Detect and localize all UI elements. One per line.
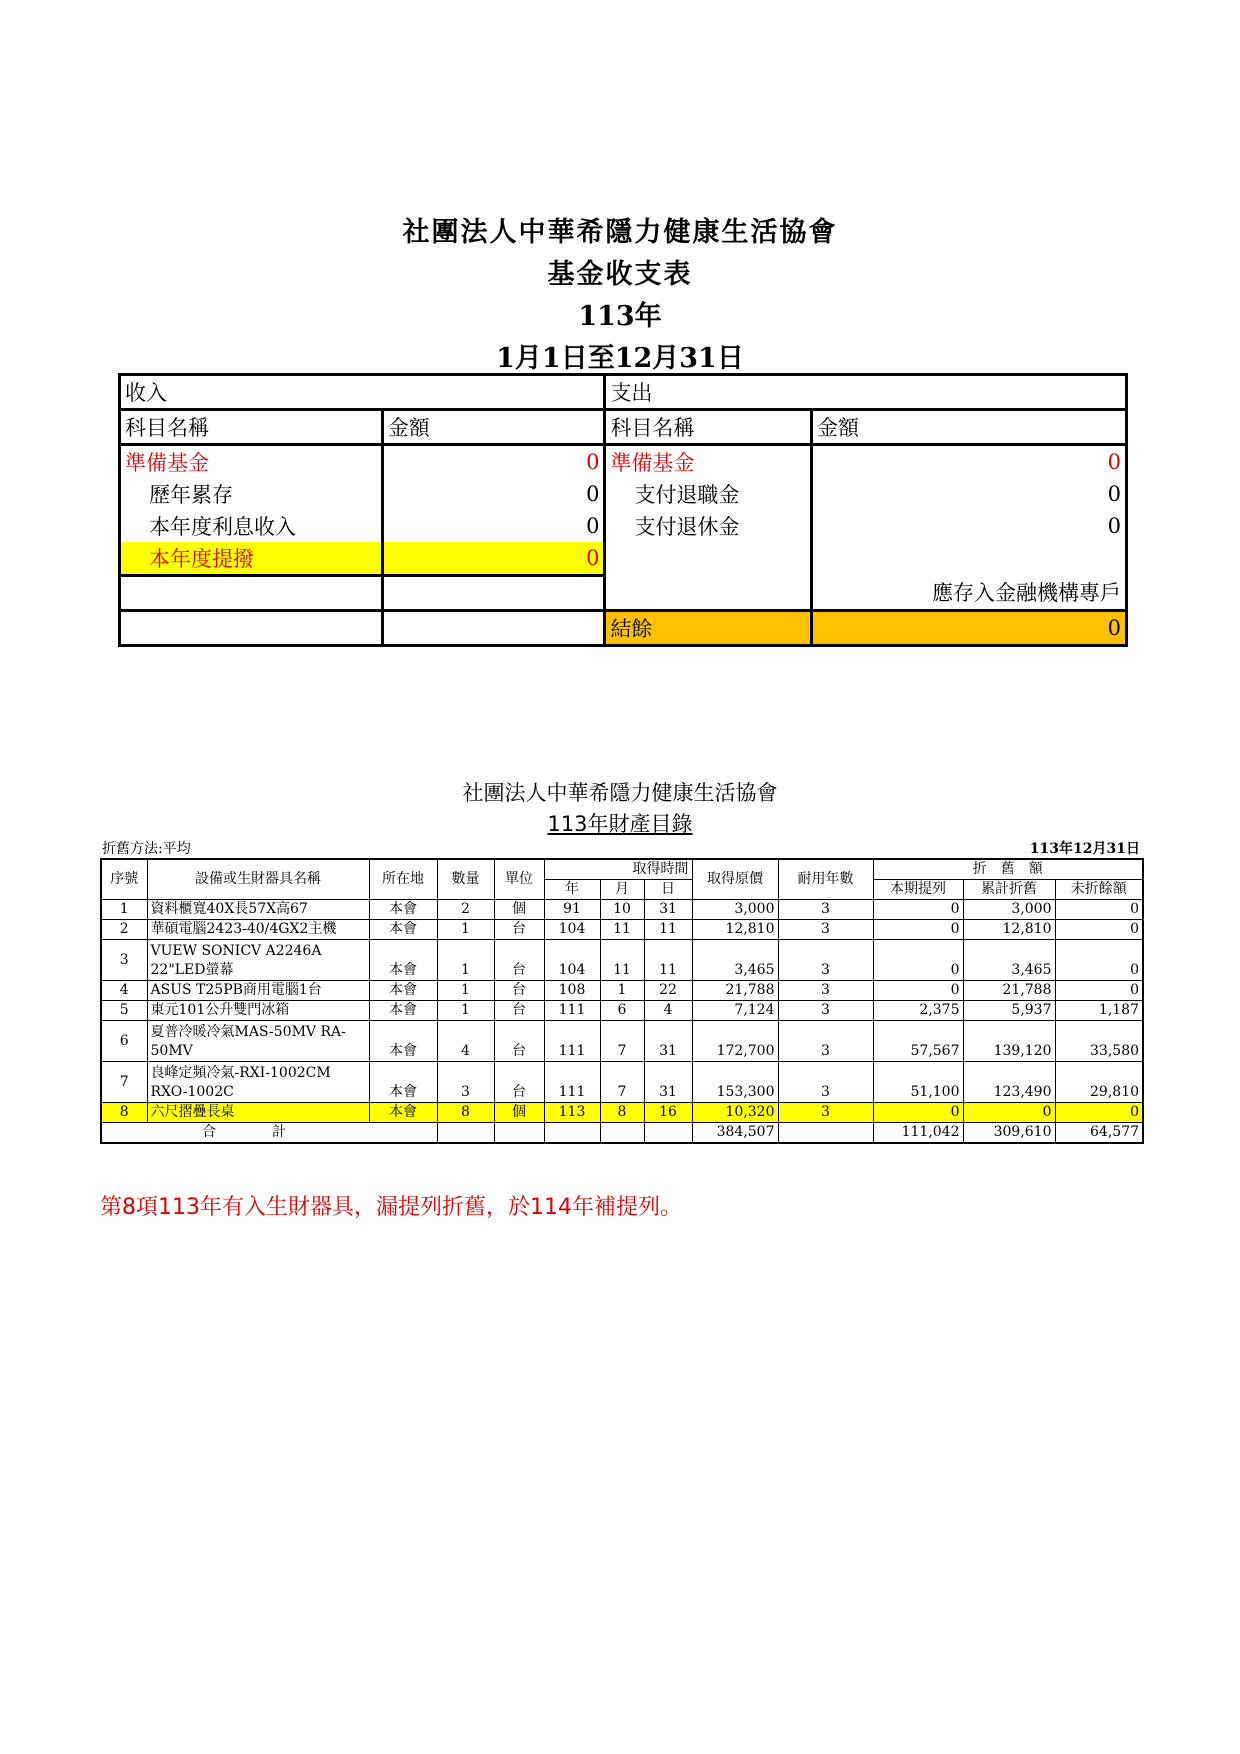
year-title: 113年 (578, 301, 662, 332)
cell-life: 3 (778, 1062, 873, 1103)
cell-cost: 153,300 (692, 1062, 778, 1103)
cell-life: 3 (778, 1001, 873, 1021)
cell-seq: 3 (101, 940, 147, 981)
cell-d: 31 (644, 1021, 692, 1062)
col-year: 年 (544, 880, 600, 900)
footnote: 第8項113年有入生財器具，漏提列折舊，於114年補提列。 (100, 1195, 682, 1220)
cell-unit: 個 (494, 900, 544, 920)
income-item: 歷年累存 (120, 478, 383, 510)
cell-cur: 0 (873, 940, 963, 981)
table-row (101, 920, 1143, 940)
cell-rem: 0 (1055, 920, 1143, 940)
col-loc: 所在地 (369, 859, 437, 900)
cell-loc: 本會 (369, 920, 437, 940)
cell-rem: 0 (1055, 1103, 1143, 1123)
depreciation-method: 折舊方法:平均 (102, 841, 191, 857)
income-amount: 0 (382, 445, 605, 479)
col-acq: 取得時間 (544, 859, 692, 880)
cell-name: 夏普冷暖冷氣MAS-50MV RA-50MV (147, 1021, 369, 1062)
income-amount: 0 (382, 510, 605, 542)
cell-qty: 3 (437, 1062, 494, 1103)
cell-unit: 台 (494, 1062, 544, 1103)
income-amount: 0 (382, 542, 605, 576)
cell-life: 3 (778, 900, 873, 920)
expense-item: 支付退職金 (605, 478, 812, 510)
cell-loc: 本會 (369, 1062, 437, 1103)
cell-acc: 123,490 (963, 1062, 1055, 1103)
cell-d: 31 (644, 1062, 692, 1103)
cell-d: 16 (644, 1103, 692, 1123)
cell-qty: 1 (437, 920, 494, 940)
table-row (101, 1021, 1143, 1062)
table-row (101, 1001, 1143, 1021)
table-row (101, 981, 1143, 1001)
income-empty (120, 611, 383, 646)
col-cur: 本期提列 (873, 880, 963, 900)
expense-item: 支付退休金 (605, 510, 812, 542)
cell-m: 11 (600, 940, 644, 981)
cell-loc: 本會 (369, 981, 437, 1001)
cell-m: 7 (600, 1062, 644, 1103)
property-title: 113年財產目錄 (547, 812, 693, 836)
cell-seq: 4 (101, 981, 147, 1001)
cell-seq: 1 (101, 900, 147, 920)
income-empty (120, 576, 383, 611)
cell-unit: 台 (494, 1001, 544, 1021)
cell-rem: 33,580 (1055, 1021, 1143, 1062)
cell-seq: 8 (101, 1103, 147, 1123)
cell-cur: 2,375 (873, 1001, 963, 1021)
cell-name: 良峰定頻冷氣-RXI-1002CM RXO-1002C (147, 1062, 369, 1103)
table-row (101, 1103, 1143, 1123)
cell-qty: 2 (437, 900, 494, 920)
cell-m: 6 (600, 1001, 644, 1021)
cell-rem: 0 (1055, 900, 1143, 920)
income-col-item: 科目名稱 (120, 410, 383, 445)
cell-m: 10 (600, 900, 644, 920)
cell-name: ASUS T25PB商用電腦1台 (147, 981, 369, 1001)
expense-amount (812, 542, 1127, 576)
cell-cost: 7,124 (692, 1001, 778, 1021)
income-empty (382, 576, 605, 611)
expense-amount: 0 (812, 510, 1127, 542)
cell-unit: 台 (494, 1021, 544, 1062)
income-col-amount: 金額 (382, 410, 605, 445)
doc-title: 基金收支表 (547, 259, 693, 290)
cell-life: 3 (778, 940, 873, 981)
income-item: 本年度利息收入 (120, 510, 383, 542)
cell-m: 1 (600, 981, 644, 1001)
cell-cost: 3,000 (692, 900, 778, 920)
cell-unit: 個 (494, 1103, 544, 1123)
cell-qty: 1 (437, 981, 494, 1001)
cell-loc: 本會 (369, 940, 437, 981)
cell-life: 3 (778, 1021, 873, 1062)
cell-name: 六尺摺疊長桌 (147, 1103, 369, 1123)
cell-qty: 1 (437, 1001, 494, 1021)
cell-unit: 台 (494, 940, 544, 981)
expense-empty (605, 576, 812, 611)
cell-y: 113 (544, 1103, 600, 1123)
cell-y: 111 (544, 1021, 600, 1062)
balance-amount: 0 (812, 611, 1127, 646)
cell-seq: 2 (101, 920, 147, 940)
col-life: 耐用年數 (778, 859, 873, 900)
cell-unit: 台 (494, 981, 544, 1001)
expense-header: 支出 (605, 375, 1127, 410)
cell-name: 資料櫃寬40X長57X高67 (147, 900, 369, 920)
cell-m: 7 (600, 1021, 644, 1062)
cell-acc: 12,810 (963, 920, 1055, 940)
cell-d: 11 (644, 920, 692, 940)
cell-cost: 3,465 (692, 940, 778, 981)
expense-amount: 0 (812, 445, 1127, 479)
cell-acc: 3,000 (963, 900, 1055, 920)
property-table (100, 858, 1144, 1144)
income-item: 準備基金 (120, 445, 383, 479)
col-cost: 取得原價 (692, 859, 778, 900)
cell-acc: 0 (963, 1103, 1055, 1123)
fund-table (118, 373, 1128, 647)
balance-label: 結餘 (605, 611, 812, 646)
cell-qty: 1 (437, 940, 494, 981)
period-title: 1月1日至12月31日 (496, 343, 744, 374)
cell-cur: 51,100 (873, 1062, 963, 1103)
cell-seq: 7 (101, 1062, 147, 1103)
col-month: 月 (600, 880, 644, 900)
cell-unit: 台 (494, 920, 544, 940)
property-org: 社團法人中華希隱力健康生活協會 (462, 781, 778, 805)
cell-cur: 0 (873, 920, 963, 940)
cell-d: 11 (644, 940, 692, 981)
cell-life: 3 (778, 981, 873, 1001)
report-date: 113年12月31日 (1029, 841, 1140, 857)
total-label: 合 計 (101, 1123, 437, 1144)
cell-acc: 3,465 (963, 940, 1055, 981)
cell-cur: 0 (873, 981, 963, 1001)
cell-y: 104 (544, 940, 600, 981)
table-row (101, 900, 1143, 920)
cell-cost: 10,320 (692, 1103, 778, 1123)
cell-qty: 8 (437, 1103, 494, 1123)
income-header: 收入 (120, 375, 605, 410)
cell-y: 104 (544, 920, 600, 940)
cell-name: 華碩電腦2423-40/4GX2主機 (147, 920, 369, 940)
total-cur: 111,042 (873, 1123, 963, 1144)
account-note: 應存入金融機構專戶 (812, 576, 1127, 611)
total-rem: 64,577 (1055, 1123, 1143, 1144)
expense-amount: 0 (812, 478, 1127, 510)
cell-cur: 0 (873, 900, 963, 920)
org-title: 社團法人中華希隱力健康生活協會 (402, 217, 838, 248)
total-cost: 384,507 (692, 1123, 778, 1144)
cell-rem: 29,810 (1055, 1062, 1143, 1103)
total-acc: 309,610 (963, 1123, 1055, 1144)
cell-cost: 172,700 (692, 1021, 778, 1062)
cell-cur: 57,567 (873, 1021, 963, 1062)
col-seq: 序號 (101, 859, 147, 900)
cell-cur: 0 (873, 1103, 963, 1123)
expense-item (605, 542, 812, 576)
cell-y: 111 (544, 1001, 600, 1021)
col-qty: 數量 (437, 859, 494, 900)
income-empty (382, 611, 605, 646)
cell-d: 31 (644, 900, 692, 920)
cell-life: 3 (778, 1103, 873, 1123)
expense-item: 準備基金 (605, 445, 812, 479)
cell-rem: 0 (1055, 981, 1143, 1001)
col-day: 日 (644, 880, 692, 900)
cell-loc: 本會 (369, 1103, 437, 1123)
col-unit: 單位 (494, 859, 544, 900)
col-rem: 未折餘額 (1055, 880, 1143, 900)
col-dep: 折 舊 額 (873, 859, 1143, 880)
cell-loc: 本會 (369, 1001, 437, 1021)
cell-y: 111 (544, 1062, 600, 1103)
cell-name: VUEW SONICV A2246A 22"LED螢幕 (147, 940, 369, 981)
income-amount: 0 (382, 478, 605, 510)
expense-col-item: 科目名稱 (605, 410, 812, 445)
col-name: 設備或生財器具名稱 (147, 859, 369, 900)
cell-loc: 本會 (369, 900, 437, 920)
table-row (101, 1062, 1143, 1103)
cell-d: 4 (644, 1001, 692, 1021)
cell-acc: 21,788 (963, 981, 1055, 1001)
cell-life: 3 (778, 920, 873, 940)
cell-acc: 139,120 (963, 1021, 1055, 1062)
cell-m: 11 (600, 920, 644, 940)
cell-cost: 21,788 (692, 981, 778, 1001)
cell-y: 91 (544, 900, 600, 920)
cell-loc: 本會 (369, 1021, 437, 1062)
cell-d: 22 (644, 981, 692, 1001)
cell-rem: 1,187 (1055, 1001, 1143, 1021)
cell-rem: 0 (1055, 940, 1143, 981)
cell-y: 108 (544, 981, 600, 1001)
col-acc: 累計折舊 (963, 880, 1055, 900)
expense-col-amount: 金額 (812, 410, 1127, 445)
table-row (101, 940, 1143, 981)
cell-acc: 5,937 (963, 1001, 1055, 1021)
cell-seq: 6 (101, 1021, 147, 1062)
cell-m: 8 (600, 1103, 644, 1123)
cell-seq: 5 (101, 1001, 147, 1021)
income-item: 本年度提撥 (120, 542, 383, 576)
cell-qty: 4 (437, 1021, 494, 1062)
cell-name: 東元101公升雙門冰箱 (147, 1001, 369, 1021)
cell-cost: 12,810 (692, 920, 778, 940)
